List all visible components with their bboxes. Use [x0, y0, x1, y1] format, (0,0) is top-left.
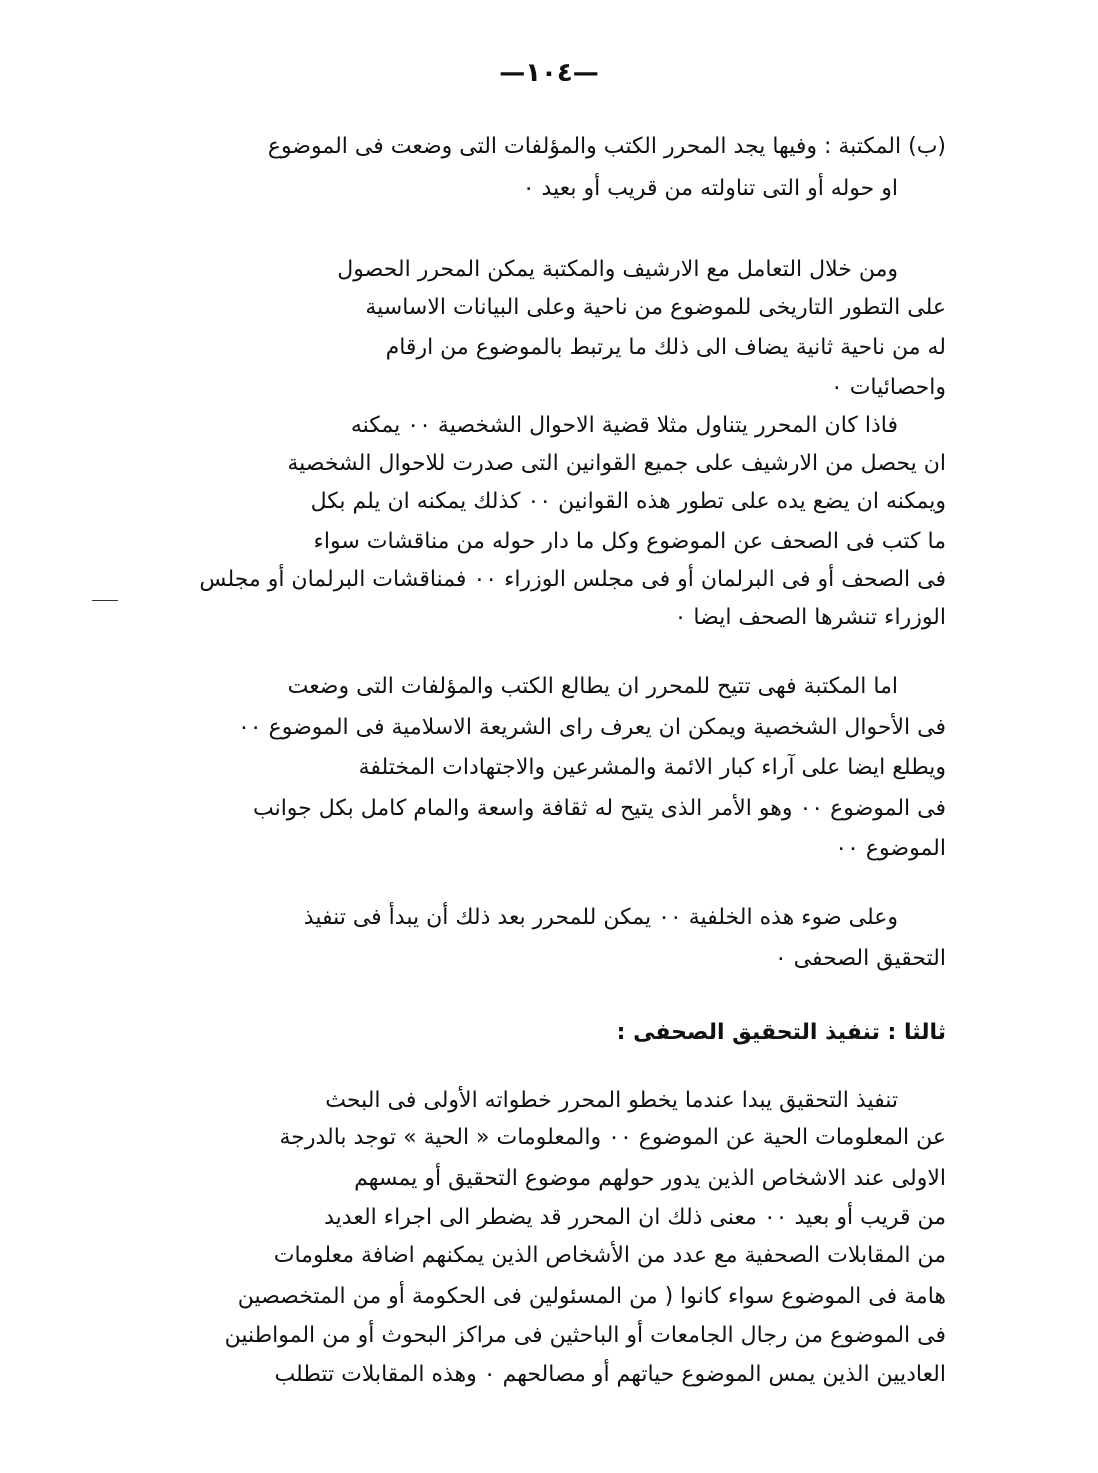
- text-line: هامة فى الموضوع سواء كانوا ( من المسئولين فى الحكومة أو من المتخصصين: [237, 1284, 946, 1309]
- text-line: او حوله أو التى تناولته من قريب أو بعيد ٠: [522, 176, 898, 201]
- text-line: ويطلع ايضا على آراء كبار الائمة والمشرعين والاجتهادات المختلفة: [358, 755, 946, 780]
- text-line: فى الصحف أو فى البرلمان أو فى مجلس الوزراء ٠٠ فمناقشات البرلمان أو مجلس: [199, 567, 946, 592]
- text-line: الوزراء تنشرها الصحف ايضا ٠: [674, 605, 946, 630]
- text-line: عن المعلومات الحية عن الموضوع ٠٠ والمعلومات « الحية » توجد بالدرجة: [279, 1125, 946, 1150]
- page-number: —١٠٤—: [499, 58, 599, 88]
- margin-mark: [92, 600, 118, 601]
- text-line: ومن خلال التعامل مع الارشيف والمكتبة يمكن المحرر الحصول: [337, 257, 898, 282]
- text-line: من قريب أو بعيد ٠٠ معنى ذلك ان المحرر قد يضطر الى اجراء العديد: [324, 1205, 946, 1230]
- text-line: فى الأحوال الشخصية ويمكن ان يعرف راى الشريعة الاسلامية فى الموضوع ٠٠: [237, 715, 946, 740]
- section-heading: ثالثا : تنفيذ التحقيق الصحفى :: [616, 1020, 946, 1045]
- text-line: واحصائيات ٠: [830, 375, 946, 400]
- text-line: اما المكتبة فهى تتيح للمحرر ان يطالع الكتب والمؤلفات التى وضعت: [287, 674, 898, 699]
- text-line: الموضوع ٠٠: [835, 836, 946, 861]
- text-line: ويمكنه ان يضع يده على تطور هذه القوانين ٠٠ كذلك يمكنه ان يلم بكل: [310, 489, 946, 514]
- text-line: من المقابلات الصحفية مع عدد من الأشخاص الذين يمكنهم اضافة معلومات: [273, 1243, 946, 1268]
- text-line: وعلى ضوء هذه الخلفية ٠٠ يمكن للمحرر بعد ذلك أن يبدأ فى تنفيذ: [303, 905, 898, 930]
- text-line: التحقيق الصحفى ٠: [774, 946, 946, 971]
- text-line: تنفيذ التحقيق يبدا عندما يخطو المحرر خطواته الأولى فى البحث: [325, 1088, 898, 1113]
- text-line: (ب) المكتبة : وفيها يجد المحرر الكتب والمؤلفات التى وضعت فى الموضوع: [267, 134, 946, 159]
- text-line: ان يحصل من الارشيف على جميع القوانين التى صدرت للاحوال الشخصية: [287, 451, 946, 476]
- text-line: على التطور التاريخى للموضوع من ناحية وعلى البيانات الاساسية: [365, 295, 946, 320]
- text-line: الاولى عند الاشخاص الذين يدور حولهم موضوع التحقيق أو يمسهم: [354, 1166, 946, 1191]
- text-line: له من ناحية ثانية يضاف الى ذلك ما يرتبط بالموضوع من ارقام: [385, 335, 946, 360]
- text-line: فى الموضوع من رجال الجامعات أو الباحثين فى مراكز البحوث أو من المواطنين: [224, 1323, 946, 1348]
- text-line: ما كتب فى الصحف عن الموضوع وكل ما دار حوله من مناقشات سواء: [313, 529, 946, 554]
- text-line: فى الموضوع ٠٠ وهو الأمر الذى يتيح له ثقافة واسعة والمام كامل بكل جوانب: [252, 796, 946, 821]
- text-line: فاذا كان المحرر يتناول مثلا قضية الاحوال الشخصية ٠٠ يمكنه: [350, 413, 898, 438]
- text-line: العاديين الذين يمس الموضوع حياتهم أو مصالحهم ٠ وهذه المقابلات تتطلب: [274, 1362, 946, 1387]
